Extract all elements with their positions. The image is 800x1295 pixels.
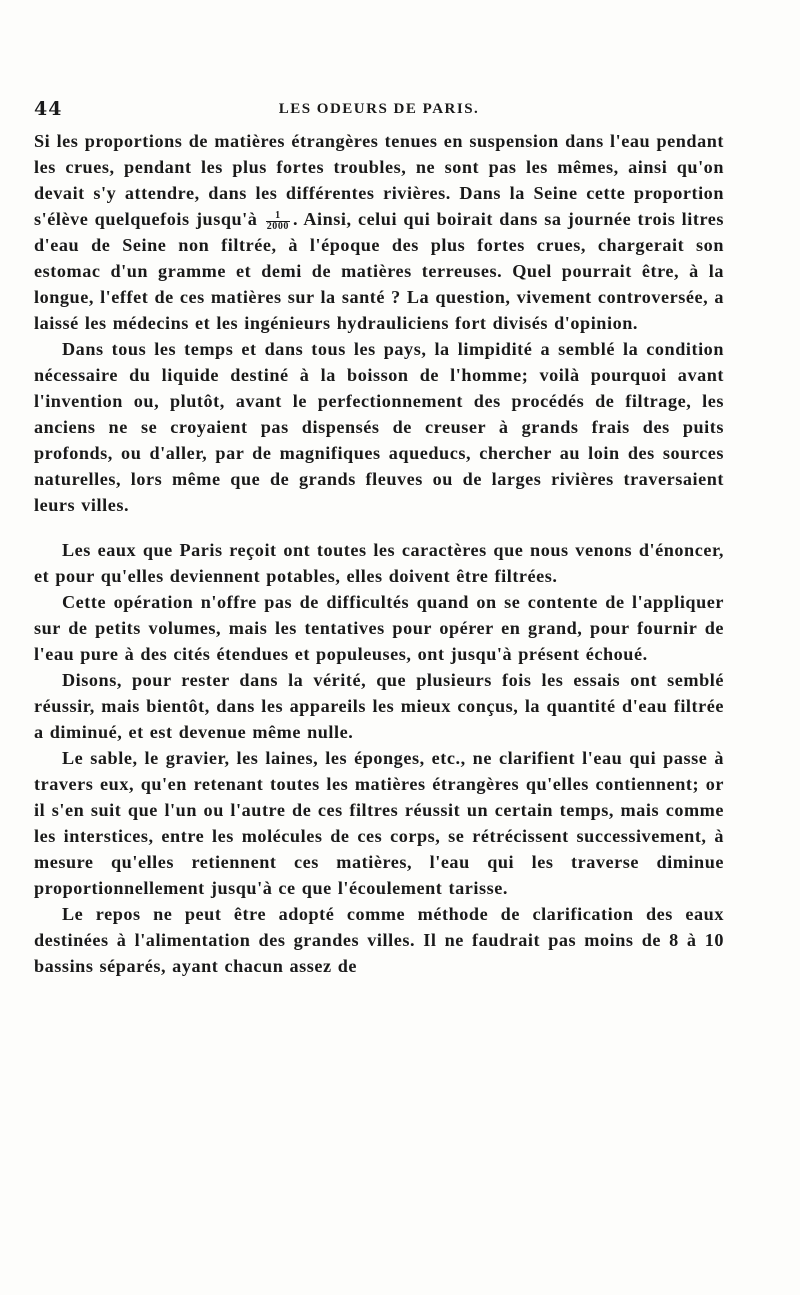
fraction-numerator: 1 [266,211,290,222]
paragraph-3: Les eaux que Paris reçoit ont toutes les caractères que nous venons d'énoncer, et pour qu'elles deviennent potables, elles doivent être filtrées. [34,540,724,586]
fraction-denominator: 2000 [266,220,289,232]
page-number: 44 [34,98,63,120]
paragraph-5: Disons, pour rester dans la vérité, que plusieurs fois les essais ont semblé réussir, mais bientôt, dans les appareils les mieux conçus, la quantité d'eau filtrée a diminué, et est devenue même nulle. [34,670,724,742]
paragraph-6: Le sable, le gravier, les laines, les éponges, etc., ne clarifient l'eau qui passe à travers eux, qu'en retenant toutes les matières étrangères qu'elles contiennent; or il s'en suit que l'un ou l'autre de ces filtres réussit un certain temps, mais comme les interstices, entre les molécules de ces corps, se rétrécissent successivement, à mesure qu'elles retiennent ces matières, l'eau qui les traverse diminue proportionnellement jusqu'à ce que l'écoulement tarisse. [34,748,724,898]
paragraph-2: Dans tous les temps et dans tous les pays, la limpidité a semblé la condition nécessaire du liquide destiné à la boisson de l'homme; voilà pourquoi avant l'invention ou, plutôt, avant le perfectionnement des procédés de filtrage, les anciens ne se croyaient pas dispensés de creuser à grands frais des puits profonds, ou d'aller, par de magnifiques aqueducs, chercher au loin des sources naturelles, lors même que de grands fleuves ou de larges rivières traversaient leurs villes. [34,339,724,515]
paragraph-1-text-before: Si les proportions de matières étrangères tenues en suspension dans l'eau pendant les crues, pendant les plus fortes troubles, ne sont pas les mêmes, ainsi qu'on devait s'y attendre, dans les différentes rivières. Dans la Seine cette proportion s'élève quelquefois jusqu'à [34,131,724,229]
paragraph-1 [34,128,724,336]
body-text [34,128,724,979]
paragraph-1-text-after: . Ainsi, celui qui boirait dans sa journée trois litres d'eau de Seine non filtrée, à l'époque des plus fortes crues, chargerait son estomac d'un gramme et demi de matières terreuses. Quel pourrait être, à la longue, l'effet de ces matières sur la santé ? La question, vivement controversée, a laissé les médecins et les ingénieurs hydrauliciens fort divisés d'opinion. [34,209,724,333]
fraction [266,211,290,232]
paragraph-4: Cette opération n'offre pas de difficultés quand on se contente de l'appliquer sur de petits volumes, mais les tentatives pour opérer en grand, pour fournir de l'eau pure à des cités étendues et populeuses, ont jusqu'à présent échoué. [34,592,724,664]
page-header [34,98,724,126]
running-title: LES ODEURS DE PARIS. [278,101,480,117]
paragraph-7: Le repos ne peut être adopté comme méthode de clarification des eaux destinées à l'alimentation des grandes villes. Il ne faudrait pas moins de 8 à 10 bassins séparés, ayant chacun assez de [34,904,724,976]
